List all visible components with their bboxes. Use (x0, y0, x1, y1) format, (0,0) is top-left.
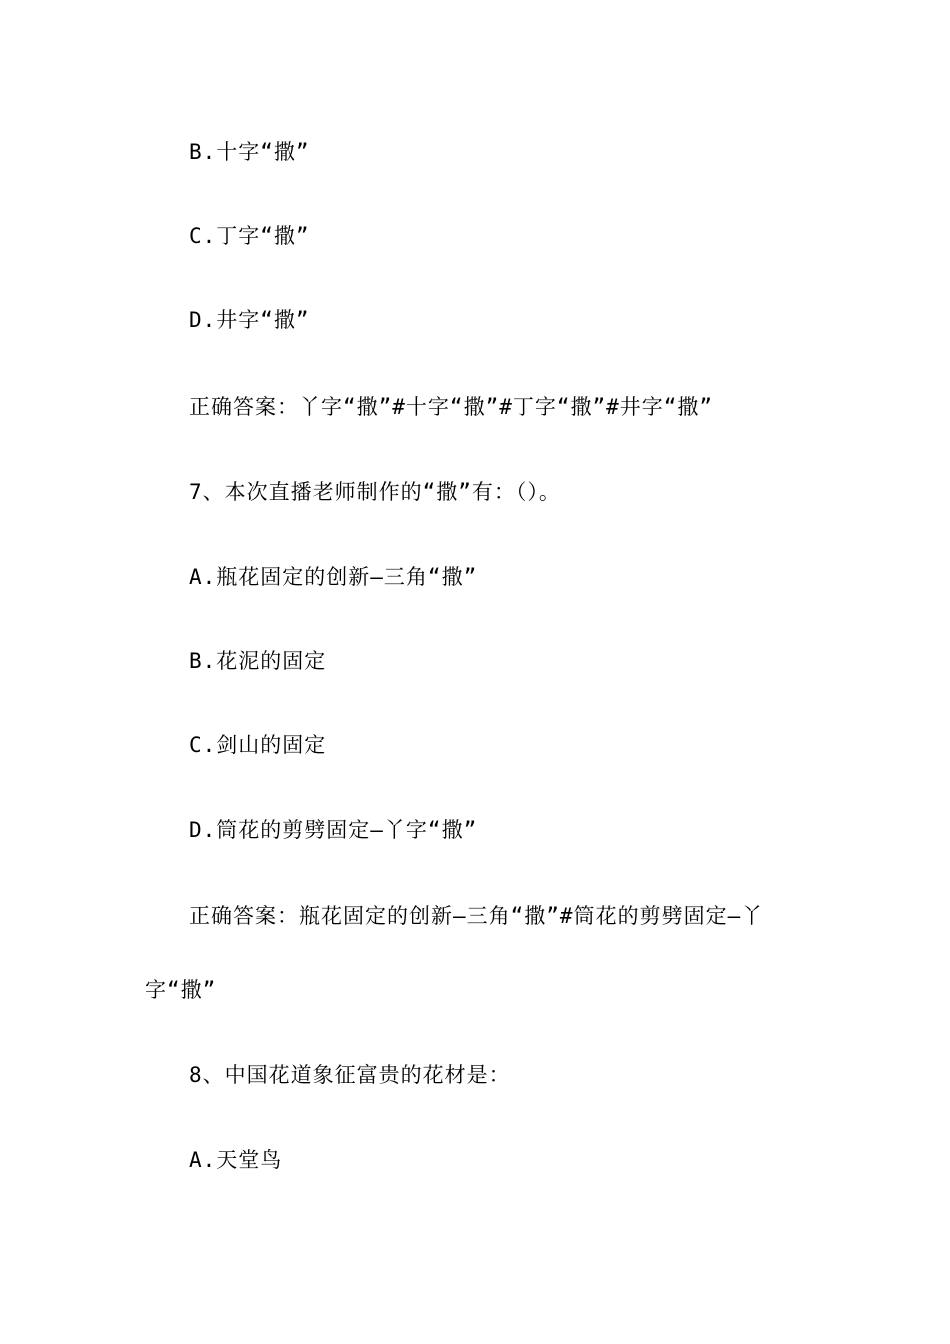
q8-question: 8、中国花道象征富贵的花材是： (189, 1063, 511, 1087)
q6-option-d: D.井字“撒” (189, 308, 310, 332)
q7-answer-line-2: 字“撒” (145, 978, 217, 1002)
q6-option-b: B.十字“撒” (189, 140, 310, 164)
q7-option-d: D.筒花的剪劈固定—丫字“撒” (189, 818, 478, 842)
q7-question: 7、本次直播老师制作的“撒”有：（）。 (189, 480, 561, 504)
q7-answer-line-1: 正确答案：瓶花固定的创新—三角“撒”#筒花的剪劈固定—丫 (189, 904, 764, 928)
q7-option-b: B.花泥的固定 (189, 649, 327, 673)
q7-option-a: A.瓶花固定的创新—三角“撒” (189, 565, 478, 589)
q8-option-a: A.天堂鸟 (189, 1148, 283, 1172)
q6-option-c: C.丁字“撒” (189, 224, 310, 248)
q6-answer: 正确答案：丫字“撒”#十字“撒”#丁字“撒”#井字“撒” (189, 395, 714, 419)
q7-option-c: C.剑山的固定 (189, 733, 327, 757)
